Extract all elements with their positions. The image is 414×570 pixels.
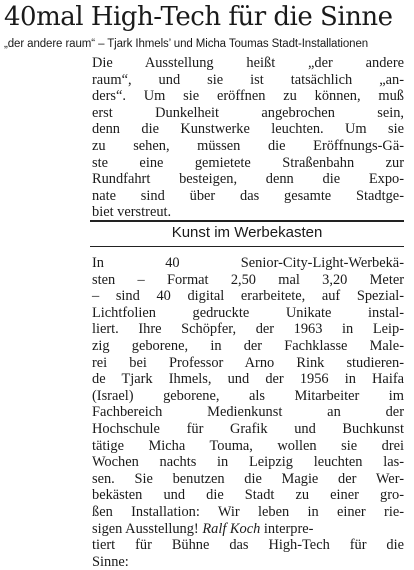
intro-line: ste eine gemietete Straßenbahn zur xyxy=(92,154,404,171)
intro-line: biet verstreut. xyxy=(92,204,172,221)
body-line: bekästen und die Stadt zu einer gro- xyxy=(92,487,404,504)
body-line: – sind 40 digital erarbeitete, auf Spezial- xyxy=(92,288,404,305)
body-line: Hochschule für Grafik und Buchkunst xyxy=(92,420,404,437)
body-paragraph xyxy=(92,255,404,570)
body-line: Fachbereich Medienkunst an der xyxy=(92,404,404,421)
subheadline: „der andere raum“ – Tjark Ihmels’ und Micha Toumas Stadt-Installationen xyxy=(4,38,369,50)
body-line: Sinne: xyxy=(92,553,129,570)
intro-line: Die Ausstellung heißt „der andere xyxy=(92,55,404,71)
body-line: sten – Format 2,50 mal 3,20 Meter xyxy=(92,271,404,288)
author-byline: Ralf Koch xyxy=(202,520,261,537)
body-line: ßen Installation: Wir leben in einer rie- xyxy=(92,503,404,520)
section-subheading: Kunst im Werbekasten xyxy=(171,224,323,241)
body-line: Wochen nachts in Leipzig leuchten las- xyxy=(92,454,404,471)
body-line-text: interpre- xyxy=(260,520,314,537)
body-line: rei bei Professor Arno Rink studieren- xyxy=(92,354,404,371)
intro-paragraph xyxy=(92,55,404,221)
body-line xyxy=(92,521,404,538)
section-rule-top xyxy=(90,220,404,222)
body-line: Lichtfolien gedruckte Unikate instal- xyxy=(92,304,404,321)
intro-line: denn die Kunstwerke leuchten. Um sie xyxy=(92,121,404,138)
body-line: In 40 Senior-City-Light-Werbekä- xyxy=(92,255,404,271)
body-line-text: sigen Ausstellung! xyxy=(92,520,199,537)
body-line: tätige Micha Touma, wollen sie drei xyxy=(92,437,404,454)
body-line: liert. Ihre Schöpfer, der 1963 in Leip- xyxy=(92,321,404,338)
section-rule-bottom xyxy=(90,246,404,247)
body-line: sen. Sie benutzen die Magie der Wer- xyxy=(92,470,404,487)
body-line: tiert für Bühne das High-Tech für die xyxy=(92,537,404,554)
body-line: zig geborene, in der Fachklasse Male- xyxy=(92,337,404,354)
intro-line: raum“, und sie ist tatsächlich „an- xyxy=(92,71,404,88)
intro-line: ders“. Um sie eröffnen zu können, muß xyxy=(92,88,404,105)
intro-line: Rundfahrt besteigen, denn die Expo- xyxy=(92,171,404,188)
intro-line: nate sind über das gesamte Stadtge- xyxy=(92,187,404,204)
intro-line: zu sehen, müssen die Eröffnungs-Gä- xyxy=(92,137,404,154)
body-line: (Israel) geborene, als Mitarbeiter im xyxy=(92,387,404,404)
intro-line: erst Dunkelheit angebrochen sein, xyxy=(92,104,404,121)
body-line: de Tjark Ihmels, und der 1956 in Haifa xyxy=(92,371,404,388)
headline: 40mal High-Tech für die Sinne xyxy=(4,2,393,32)
